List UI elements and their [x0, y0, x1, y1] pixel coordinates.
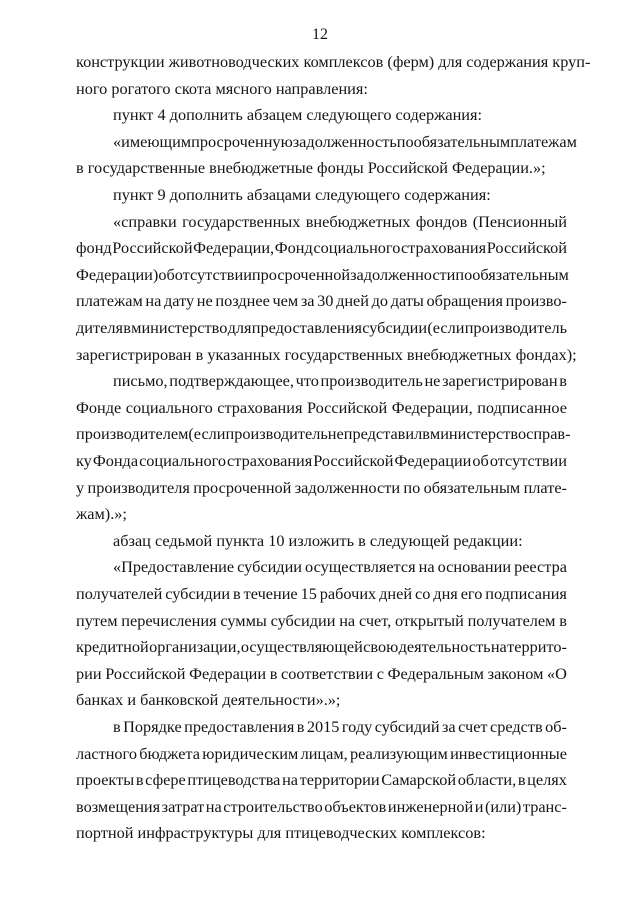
- word: течение: [243, 584, 298, 603]
- text-line: [76, 797, 567, 817]
- word: произво-: [505, 291, 567, 311]
- word: справ-: [526, 424, 571, 444]
- word: платежам: [510, 131, 577, 151]
- word: Российской: [105, 663, 186, 683]
- text-line: [76, 265, 567, 285]
- word: фонд: [76, 238, 112, 258]
- text-line: [76, 478, 567, 498]
- word: получателей: [76, 584, 163, 603]
- word: подписания: [485, 584, 567, 603]
- word: территории: [299, 770, 380, 790]
- word: в: [559, 610, 567, 630]
- word: открытый: [394, 610, 464, 630]
- word: осуществляется: [305, 557, 416, 577]
- word: в: [422, 424, 430, 444]
- word: «Предоставление: [113, 557, 235, 577]
- word: дату: [164, 291, 195, 311]
- word: юридическим: [202, 743, 299, 763]
- word: транс-: [522, 796, 567, 816]
- text-line: [76, 770, 567, 790]
- word: террито-: [507, 637, 567, 657]
- word: (если: [188, 424, 226, 444]
- text-line: пункт 9 дополнить абзацами следующего содержания:: [113, 185, 491, 204]
- word: министерство: [131, 318, 228, 337]
- word: Федерации,: [193, 238, 275, 258]
- word: субсидии: [362, 318, 428, 337]
- word: (или): [484, 796, 522, 816]
- word: социального: [313, 238, 401, 258]
- word: Российской: [313, 451, 394, 470]
- word: в: [296, 717, 305, 736]
- text-line: [76, 611, 567, 631]
- word: за: [300, 291, 315, 311]
- word: просроченной: [251, 264, 351, 284]
- word: с: [376, 663, 384, 683]
- word: свою: [363, 637, 399, 657]
- word: возмещения: [76, 796, 161, 816]
- text-line: абзац седьмой пункта 10 изложить в следующей редакции:: [113, 530, 523, 550]
- text-line: пункт 4 дополнить абзацем следующего содержания:: [113, 105, 483, 125]
- word: Фонда: [92, 451, 139, 470]
- word: строительство: [223, 796, 323, 816]
- word: «справки: [113, 211, 177, 231]
- word: просроченную: [191, 131, 293, 151]
- word: целях: [527, 770, 567, 790]
- word: обязательным: [413, 131, 511, 151]
- word: Федерации): [76, 264, 159, 284]
- word: фондов: [415, 211, 468, 231]
- word: суммы: [220, 610, 267, 630]
- text-line: [113, 131, 577, 152]
- word: со: [414, 584, 431, 603]
- word: птицеводства: [187, 770, 281, 790]
- word: Российской: [486, 238, 567, 258]
- word: по: [403, 477, 421, 497]
- word: в: [559, 371, 567, 391]
- word: году: [341, 717, 373, 736]
- word: на: [282, 770, 299, 790]
- word: дня: [433, 584, 458, 603]
- text-line: [76, 398, 567, 418]
- word: государственных: [182, 211, 301, 231]
- word: Федерации,: [391, 397, 473, 417]
- word: что: [295, 371, 319, 391]
- word: законом: [487, 663, 544, 683]
- word: на: [205, 796, 222, 816]
- word: обязательным: [423, 477, 521, 497]
- word: чем: [272, 291, 299, 311]
- word: Федеральным: [387, 663, 484, 683]
- text-line: [113, 557, 567, 577]
- word: счет,: [358, 610, 392, 630]
- word: не: [327, 424, 344, 444]
- word: реестра: [514, 557, 567, 577]
- word: в: [517, 770, 526, 790]
- text-line: [76, 584, 567, 604]
- word: реализующим: [350, 743, 448, 763]
- word: организации,: [149, 637, 241, 657]
- word: сфере: [145, 770, 186, 790]
- word: путем: [76, 610, 118, 630]
- word: предоставления: [184, 717, 295, 736]
- word: на: [490, 637, 507, 657]
- word: дителя: [76, 318, 123, 337]
- word: на: [418, 557, 435, 577]
- word: и: [474, 796, 484, 816]
- word: Российской: [306, 397, 388, 417]
- text-line: портной инфраструктуры для птицеводческих комплексов:: [76, 823, 486, 843]
- word: субсидии: [270, 610, 336, 630]
- word: рабочих: [319, 584, 377, 603]
- word: получателем: [467, 610, 556, 630]
- word: в: [269, 663, 278, 683]
- text-line: [76, 451, 567, 471]
- word: обязательным: [472, 264, 569, 284]
- word: средств: [489, 717, 543, 736]
- word: об: [472, 451, 489, 470]
- word: страхования: [227, 451, 313, 470]
- text-line: [113, 371, 567, 391]
- word: основании: [437, 557, 512, 577]
- word: Фонд: [274, 238, 313, 258]
- word: подписанное: [477, 397, 567, 417]
- word: ластного: [76, 743, 137, 763]
- word: дней: [379, 584, 413, 603]
- word: зарегистрирован: [442, 371, 558, 391]
- word: внебюджетных: [305, 211, 411, 231]
- page-number: 12: [312, 26, 328, 43]
- word: задолженности: [350, 264, 456, 284]
- word: предоставления: [251, 318, 362, 337]
- word: (Пенсионный: [472, 211, 567, 231]
- word: Российской: [112, 238, 193, 258]
- text-line: [113, 212, 567, 232]
- word: 2015: [306, 717, 340, 736]
- text-line: [76, 318, 567, 338]
- word: в: [233, 584, 241, 603]
- word: не: [424, 371, 441, 391]
- word: отсутствии: [489, 451, 567, 470]
- word: бюджета: [139, 743, 200, 763]
- text-line: [76, 637, 567, 657]
- word: Порядке: [123, 717, 182, 736]
- word: у: [76, 477, 85, 497]
- word: инженерной: [387, 796, 474, 816]
- word: проекты: [76, 770, 135, 790]
- word: производитель: [225, 424, 328, 444]
- word: в: [135, 770, 144, 790]
- word: деятельность: [398, 637, 491, 657]
- word: рии: [76, 663, 102, 683]
- word: не: [196, 291, 213, 311]
- word: для: [227, 318, 252, 337]
- word: позднее: [215, 291, 270, 311]
- word: до: [371, 291, 389, 311]
- word: объектов: [324, 796, 387, 816]
- word: лицам,: [300, 743, 348, 763]
- word: 30: [317, 291, 334, 311]
- word: производителя: [87, 477, 190, 497]
- word: 15: [300, 584, 317, 603]
- word: об: [158, 264, 175, 284]
- word: задолженность: [292, 131, 397, 151]
- word: письмо,: [113, 371, 168, 391]
- text-line: [76, 744, 567, 764]
- word: Федерации: [189, 663, 267, 683]
- word: Самарской: [381, 770, 457, 790]
- text-line: конструкции животноводческих комплексов (ферм) для содержания круп-: [76, 52, 591, 71]
- word: по: [455, 264, 473, 284]
- word: счет: [458, 717, 488, 736]
- text-line: [76, 664, 567, 684]
- word: ку: [76, 451, 92, 470]
- word: даты: [390, 291, 424, 311]
- word: в: [123, 318, 131, 337]
- word: министерство: [429, 424, 527, 444]
- text-line: [76, 424, 571, 444]
- word: обращения: [426, 291, 503, 311]
- word: субсидии: [237, 557, 303, 577]
- word: подтверждающее,: [169, 371, 294, 391]
- word: соответствии: [281, 663, 374, 683]
- word: просроченной: [193, 477, 292, 497]
- word: кредитной: [76, 637, 149, 657]
- text-line: [113, 717, 567, 737]
- word: социального: [125, 397, 213, 417]
- word: производитель: [320, 371, 423, 391]
- word: на: [145, 291, 162, 311]
- word: страхования: [400, 238, 487, 258]
- word: социального: [139, 451, 227, 470]
- text-line: банках и банковской деятельности».»;: [76, 690, 341, 710]
- word: перечисления: [121, 610, 217, 630]
- word: субсидий: [374, 717, 440, 736]
- word: его: [460, 584, 483, 603]
- word: платежам: [76, 291, 143, 311]
- word: субсидии: [165, 584, 231, 603]
- word: осуществляющей: [240, 637, 363, 657]
- text-line: жам).»;: [76, 504, 127, 524]
- word: страхования: [217, 397, 303, 417]
- word: за: [442, 717, 456, 736]
- text-line: в государственные внебюджетные фонды Российской Федерации.»;: [76, 158, 546, 178]
- word: задолженности: [294, 477, 401, 497]
- word: «О: [547, 663, 567, 683]
- text-line: ного рогатого скота мясного направления:: [76, 78, 368, 98]
- word: дней: [336, 291, 369, 311]
- word: об-: [545, 717, 567, 736]
- word: «имеющим: [113, 131, 192, 151]
- word: производитель: [464, 318, 567, 337]
- word: Фонде: [76, 397, 122, 417]
- word: плате-: [523, 477, 567, 497]
- word: Федерации: [394, 451, 472, 470]
- text-line: [76, 291, 567, 311]
- word: представил: [343, 424, 423, 444]
- text-line: [76, 238, 567, 258]
- word: в: [113, 717, 121, 736]
- word: на: [339, 610, 356, 630]
- text-line: зарегистрирован в указанных государственных внебюджетных фондах);: [76, 344, 577, 364]
- word: затрат: [161, 796, 205, 816]
- word: отсутствии: [174, 264, 252, 284]
- word: по: [396, 131, 414, 151]
- word: инвестиционные: [450, 743, 567, 763]
- word: области,: [457, 770, 517, 790]
- word: (если: [427, 318, 465, 337]
- word: производителем: [76, 424, 189, 444]
